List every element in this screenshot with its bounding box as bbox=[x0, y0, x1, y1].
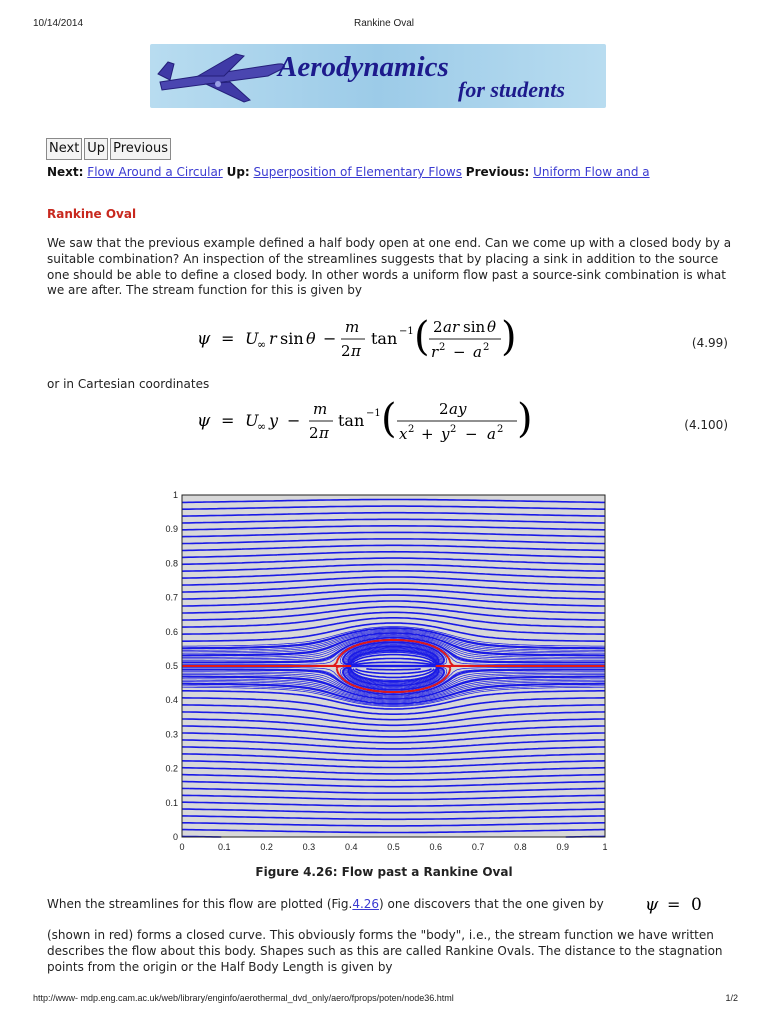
svg-text:π: π bbox=[319, 424, 329, 442]
svg-text:a: a bbox=[473, 343, 482, 361]
banner-title-line1: Aerodynamics bbox=[278, 51, 449, 83]
x-tick-label: 0.5 bbox=[387, 842, 400, 852]
svg-text:(: ( bbox=[381, 396, 397, 442]
up-button[interactable]: Up bbox=[84, 138, 108, 160]
y-tick-label: 0.6 bbox=[165, 626, 178, 637]
y-tick-label: 0.4 bbox=[165, 695, 178, 706]
equation-4-100 bbox=[0, 392, 768, 448]
svg-text:−1: −1 bbox=[366, 408, 381, 419]
svg-text:ar: ar bbox=[443, 318, 460, 336]
x-tick-label: 0.4 bbox=[344, 842, 358, 852]
svg-text:y: y bbox=[269, 411, 279, 430]
svg-text:2: 2 bbox=[433, 318, 443, 336]
svg-text:=: = bbox=[667, 895, 681, 914]
svg-text:m: m bbox=[345, 318, 360, 336]
svg-text:tan: tan bbox=[371, 329, 398, 348]
print-title: Rankine Oval bbox=[353, 18, 415, 29]
y-tick-label: 0.5 bbox=[165, 661, 178, 671]
airplane-icon bbox=[158, 54, 284, 102]
svg-text:−: − bbox=[287, 411, 301, 430]
site-banner bbox=[150, 44, 606, 108]
print-page-number: 1/2 bbox=[725, 993, 738, 1003]
svg-text:y: y bbox=[441, 425, 450, 443]
svg-text:2: 2 bbox=[341, 342, 351, 360]
svg-text:ay: ay bbox=[449, 400, 467, 418]
previous-label: Previous: bbox=[465, 165, 530, 179]
svg-text:+: + bbox=[421, 425, 434, 443]
svg-text:∞: ∞ bbox=[257, 338, 267, 351]
streamline-figure bbox=[160, 485, 620, 860]
para2-start: When the streamlines for this flow are plotted (Fig. bbox=[47, 897, 353, 911]
y-tick-label: 0.7 bbox=[165, 592, 178, 603]
svg-text:ψ: ψ bbox=[645, 895, 659, 915]
svg-text:−: − bbox=[465, 425, 478, 443]
svg-text:tan: tan bbox=[338, 411, 365, 430]
svg-text:2: 2 bbox=[439, 342, 446, 353]
svg-text:2: 2 bbox=[450, 424, 457, 435]
x-tick-label: 0.2 bbox=[260, 842, 273, 852]
svg-text:U: U bbox=[245, 329, 259, 348]
equation-4-99-formula bbox=[195, 310, 525, 366]
x-tick-label: 0.7 bbox=[471, 842, 485, 852]
next-label: Next: bbox=[47, 165, 84, 179]
streamline-paragraph bbox=[47, 897, 607, 911]
x-tick-label: 0.3 bbox=[302, 842, 316, 852]
print-date: 10/14/2014 bbox=[33, 18, 84, 29]
y-tick-label: 0.9 bbox=[165, 524, 178, 535]
svg-text:∞: ∞ bbox=[257, 420, 267, 433]
nav-links bbox=[47, 165, 650, 179]
svg-text:sin: sin bbox=[463, 318, 486, 336]
x-tick-label: 0.9 bbox=[556, 842, 569, 852]
svg-text:m: m bbox=[313, 400, 328, 418]
next-link[interactable]: Flow Around a Circular bbox=[87, 165, 223, 179]
svg-text:2: 2 bbox=[439, 400, 449, 418]
equation-4-100-number: (4.100) bbox=[684, 418, 728, 432]
svg-text:θ: θ bbox=[487, 318, 497, 336]
up-link[interactable]: Superposition of Elementary Flows bbox=[253, 165, 462, 179]
svg-text:a: a bbox=[487, 425, 496, 443]
intro-paragraph: We saw that the previous example defined a half body open at one end. Can we come up with a closed body by a suitable combination? An inspection of the streamlines suggests that by placing a sink in addition to the source one should be able to define a closed body. In other words a uniform flow past a source-sink combination is what we are after. The stream function for this is given by bbox=[47, 236, 732, 298]
svg-text:0: 0 bbox=[691, 895, 702, 915]
y-tick-label: 0.1 bbox=[165, 797, 178, 808]
x-tick-labels bbox=[179, 842, 607, 852]
svg-text:2: 2 bbox=[408, 424, 415, 435]
cartesian-text: or in Cartesian coordinates bbox=[47, 377, 210, 391]
svg-text:2: 2 bbox=[483, 342, 490, 353]
next-button[interactable]: Next bbox=[46, 138, 82, 160]
svg-text:=: = bbox=[221, 329, 235, 348]
svg-text:−: − bbox=[453, 343, 466, 361]
svg-text:θ: θ bbox=[306, 329, 316, 348]
nav-buttons bbox=[46, 138, 171, 160]
y-tick-labels bbox=[165, 490, 178, 842]
svg-text:): ) bbox=[517, 396, 533, 442]
svg-text:x: x bbox=[399, 425, 408, 443]
print-url: http://www- mdp.eng.cam.ac.uk/web/library/enginfo/aerothermal_dvd_only/aero/fprops/poten/node36.html bbox=[33, 993, 454, 1003]
para2-end: ) one discovers that the one given by bbox=[379, 897, 604, 911]
previous-link[interactable]: Uniform Flow and a bbox=[533, 165, 650, 179]
svg-text:sin: sin bbox=[280, 329, 304, 348]
y-tick-label: 0.3 bbox=[165, 729, 178, 740]
x-tick-label: 0 bbox=[179, 842, 185, 852]
svg-text:π: π bbox=[351, 342, 361, 360]
svg-text:2: 2 bbox=[497, 424, 504, 435]
equation-4-99 bbox=[0, 310, 768, 366]
equation-4-100-formula bbox=[195, 392, 535, 448]
svg-text:2: 2 bbox=[309, 424, 319, 442]
x-tick-label: 0.1 bbox=[218, 842, 231, 852]
svg-text:−: − bbox=[323, 329, 337, 348]
x-tick-label: 0.8 bbox=[514, 842, 527, 852]
y-tick-label: 1 bbox=[172, 490, 178, 500]
up-label: Up: bbox=[226, 165, 250, 179]
svg-text:(: ( bbox=[414, 314, 430, 360]
svg-text:−1: −1 bbox=[399, 326, 414, 337]
banner-title-line2: for students bbox=[458, 77, 565, 102]
y-tick-label: 0.8 bbox=[165, 558, 178, 569]
psi-zero-formula bbox=[643, 890, 713, 916]
previous-button[interactable]: Previous bbox=[110, 138, 171, 160]
svg-text:ψ: ψ bbox=[197, 329, 211, 349]
svg-text:r: r bbox=[269, 329, 277, 348]
svg-text:ψ: ψ bbox=[197, 411, 211, 431]
svg-text:): ) bbox=[501, 314, 517, 360]
rankine-paragraph: (shown in red) forms a closed curve. This obviously forms the "body", i.e., the stream function we have written describes the flow about this body. Shapes such as this are called Rankine Ovals. The distance to the stagnation points from the origin or the Half Body Length is given by bbox=[47, 928, 723, 974]
svg-text:=: = bbox=[221, 411, 235, 430]
x-tick-label: 0.6 bbox=[429, 842, 443, 852]
section-title: Rankine Oval bbox=[47, 207, 137, 221]
y-tick-label: 0 bbox=[172, 832, 178, 842]
y-tick-label: 0.2 bbox=[165, 763, 178, 774]
figure-caption: Figure 4.26: Flow past a Rankine Oval bbox=[255, 865, 513, 879]
svg-text:U: U bbox=[245, 411, 259, 430]
equation-4-99-number: (4.99) bbox=[691, 336, 728, 350]
figure-link[interactable]: 4.26 bbox=[352, 897, 380, 911]
x-tick-label: 1 bbox=[602, 842, 608, 852]
svg-text:r: r bbox=[431, 343, 439, 361]
